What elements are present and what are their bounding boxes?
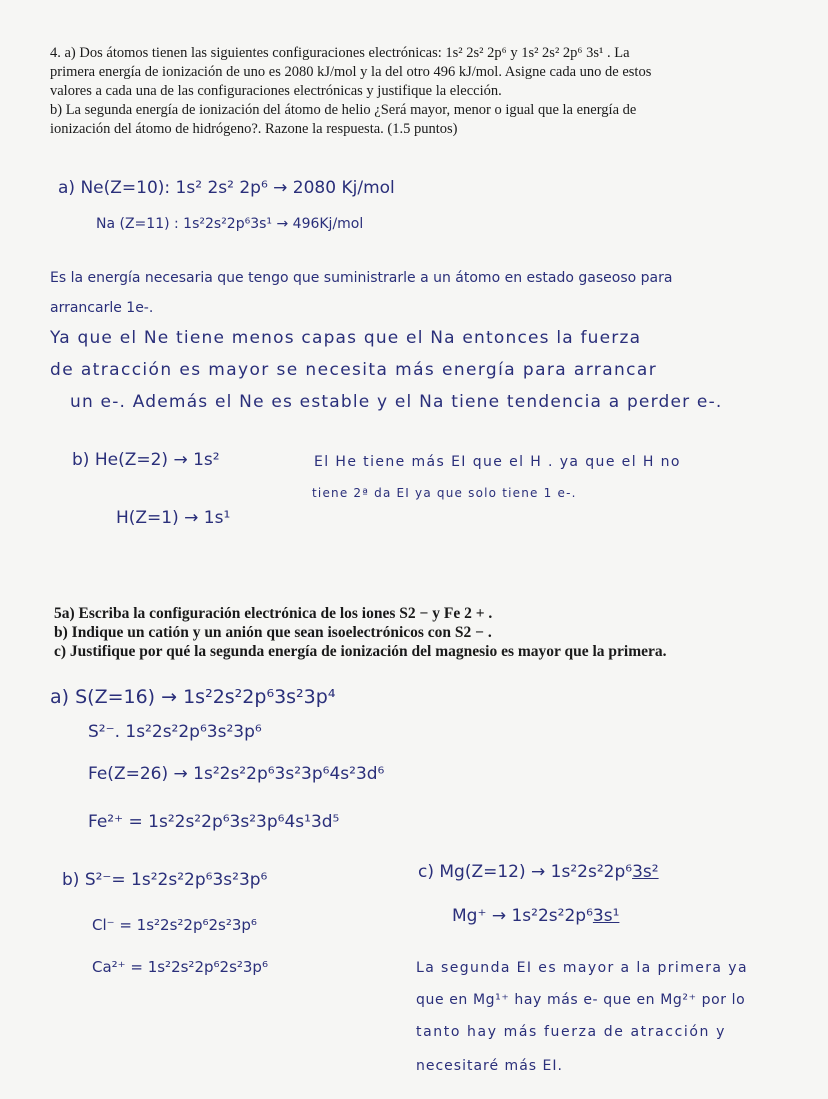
question-5-line: b) Indique un catión y un anión que sean isoelectrónicos con S2 − . — [54, 624, 492, 641]
answer-5c-magnesium-ion-config: Mg⁺ → 1s²2s²2p⁶ — [452, 906, 593, 926]
answer-5c-explanation: que en Mg¹⁺ hay más e- que en Mg²⁺ por lo — [416, 992, 746, 1008]
answer-4a-explanation: de atracción es mayor se necesita más energía para arrancar — [50, 360, 658, 380]
question-4-line: valores a cada una de las configuraciones electrónicas y justifique la elección. — [50, 83, 502, 99]
question-5-line: 5a) Escriba la configuración electrónica de los iones S2 − y Fe 2 + . — [54, 605, 493, 622]
answer-4a-explanation: un e-. Además el Ne es estable y el Na tiene tendencia a perder e-. — [70, 392, 723, 412]
question-5-line: c) Justifique por qué la segunda energía de ionización del magnesio es mayor que la primera. — [54, 643, 667, 660]
answer-4a-explanation: Ya que el Ne tiene menos capas que el Na entonces la fuerza — [50, 328, 642, 348]
answer-5a-iron-ion: Fe²⁺ = 1s²2s²2p⁶3s²3p⁶4s¹3d⁵ — [88, 812, 340, 832]
answer-4a-sodium: Na (Z=11) : 1s²2s²2p⁶3s¹ → 496Kj/mol — [96, 216, 364, 232]
answer-5a-sulfur: a) S(Z=16) → 1s²2s²2p⁶3s²3p⁴ — [50, 686, 336, 708]
question-5 — [54, 604, 814, 661]
answer-5c-ion-valence-underlined: 3s¹ — [592, 906, 620, 926]
answer-5a-sulfide: S²⁻. 1s²2s²2p⁶3s²3p⁶ — [88, 722, 262, 742]
answer-5c-explanation: tanto hay más fuerza de atracción y — [416, 1024, 726, 1040]
question-4-line: 4. a) Dos átomos tienen las siguientes configuraciones electrónicas: 1s² 2s² 2p⁶ y 1s² 2s² 2p⁶ 3s¹ . La — [50, 45, 630, 61]
question-4 — [50, 44, 780, 139]
answer-5b-chloride: Cl⁻ = 1s²2s²2p⁶2s²3p⁶ — [92, 916, 257, 934]
answer-5b-calcium: Ca²⁺ = 1s²2s²2p⁶2s²3p⁶ — [92, 958, 268, 976]
answer-4a-explanation: Es la energía necesaria que tengo que suministrarle a un átomo en estado gaseoso para — [50, 270, 673, 286]
question-4-line: b) La segunda energía de ionización del átomo de helio ¿Será mayor, menor o igual que la energía de — [50, 102, 637, 118]
answer-5b-sulfide: b) S²⁻= 1s²2s²2p⁶3s²3p⁶ — [62, 870, 268, 890]
answer-5c-magnesium-config: c) Mg(Z=12) → 1s²2s²2p⁶ — [418, 862, 633, 882]
answer-5c-valence-underlined: 3s² — [632, 862, 659, 882]
answer-4b-explanation: tiene 2ª da EI ya que solo tiene 1 e-. — [312, 486, 577, 500]
answer-5c-explanation: La segunda EI es mayor a la primera ya — [416, 960, 748, 976]
answer-4a-neon: a) Ne(Z=10): 1s² 2s² 2p⁶ → 2080 Kj/mol — [58, 178, 395, 198]
answer-4b-helium: b) He(Z=2) → 1s² — [72, 450, 220, 470]
answer-4b-explanation: El He tiene más EI que el H . ya que el H no — [314, 454, 681, 470]
question-4-line: ionización del átomo de hidrógeno?. Razone la respuesta. (1.5 puntos) — [50, 121, 458, 137]
answer-4b-hydrogen: H(Z=1) → 1s¹ — [116, 508, 231, 528]
answer-4a-explanation: arrancarle 1e-. — [50, 300, 154, 316]
answer-5c-magnesium-ion — [452, 906, 619, 926]
answer-5c-magnesium — [418, 862, 659, 882]
question-4-line: primera energía de ionización de uno es 2080 kJ/mol y la del otro 496 kJ/mol. Asigne cada uno de estos — [50, 64, 652, 80]
answer-5c-explanation: necesitaré más EI. — [416, 1058, 563, 1074]
answer-5a-iron: Fe(Z=26) → 1s²2s²2p⁶3s²3p⁶4s²3d⁶ — [88, 764, 385, 784]
